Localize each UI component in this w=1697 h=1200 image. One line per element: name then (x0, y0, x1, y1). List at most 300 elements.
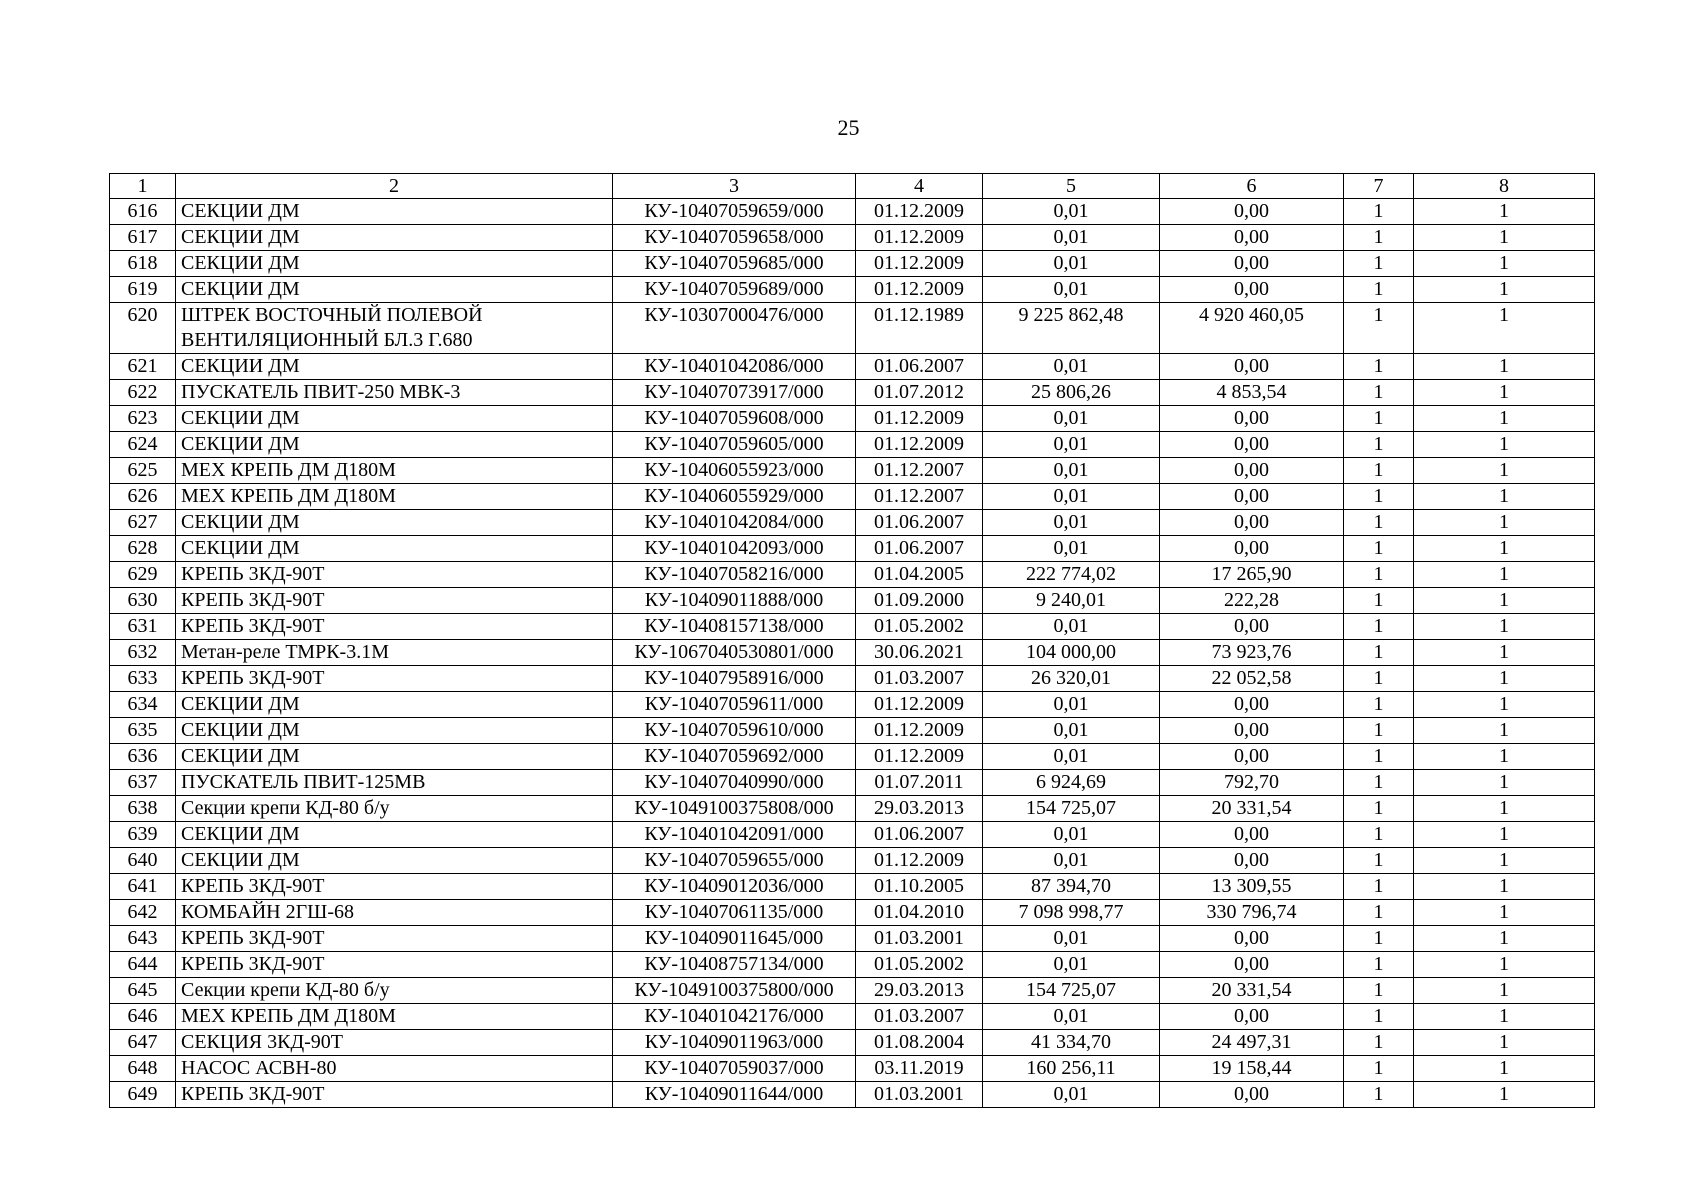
commission-date: 01.03.2007 (856, 1004, 983, 1030)
commission-date: 01.03.2001 (856, 1082, 983, 1108)
inventory-number: КУ-10407059611/000 (613, 692, 856, 718)
commission-date: 01.08.2004 (856, 1030, 983, 1056)
residual-value: 4 920 460,05 (1160, 303, 1344, 354)
table-row (110, 354, 1595, 380)
inventory-number: КУ-10401042093/000 (613, 536, 856, 562)
table-row (110, 952, 1595, 978)
asset-name: КРЕПЬ 3КД-90Т (176, 874, 613, 900)
column-8-value: 1 (1414, 640, 1595, 666)
table-row (110, 277, 1595, 303)
residual-value: 13 309,55 (1160, 874, 1344, 900)
row-number: 643 (110, 926, 176, 952)
table-row (110, 744, 1595, 770)
row-number: 633 (110, 666, 176, 692)
row-number: 623 (110, 406, 176, 432)
row-number: 627 (110, 510, 176, 536)
initial-cost: 0,01 (983, 614, 1160, 640)
residual-value: 0,00 (1160, 926, 1344, 952)
commission-date: 01.07.2011 (856, 770, 983, 796)
initial-cost: 0,01 (983, 692, 1160, 718)
inventory-number: КУ-10407059659/000 (613, 199, 856, 225)
row-number: 634 (110, 692, 176, 718)
inventory-number: КУ-10407061135/000 (613, 900, 856, 926)
residual-value: 792,70 (1160, 770, 1344, 796)
commission-date: 01.12.2009 (856, 744, 983, 770)
column-7-value: 1 (1344, 484, 1414, 510)
asset-name: НАСОС АСВН-80 (176, 1056, 613, 1082)
column-7-value: 1 (1344, 640, 1414, 666)
residual-value: 0,00 (1160, 848, 1344, 874)
inventory-number: КУ-10407059658/000 (613, 225, 856, 251)
asset-name: СЕКЦИИ ДМ (176, 822, 613, 848)
residual-value: 0,00 (1160, 692, 1344, 718)
row-number: 641 (110, 874, 176, 900)
table-row (110, 199, 1595, 225)
table-row (110, 822, 1595, 848)
residual-value: 0,00 (1160, 822, 1344, 848)
initial-cost: 6 924,69 (983, 770, 1160, 796)
row-number: 619 (110, 277, 176, 303)
column-7-value: 1 (1344, 978, 1414, 1004)
table-row (110, 510, 1595, 536)
column-7-value: 1 (1344, 874, 1414, 900)
row-number: 644 (110, 952, 176, 978)
initial-cost: 154 725,07 (983, 978, 1160, 1004)
table-row (110, 458, 1595, 484)
asset-name: СЕКЦИИ ДМ (176, 692, 613, 718)
column-8-value: 1 (1414, 744, 1595, 770)
asset-name: СЕКЦИИ ДМ (176, 354, 613, 380)
residual-value: 0,00 (1160, 744, 1344, 770)
inventory-number: КУ-10307000476/000 (613, 303, 856, 354)
inventory-number: КУ-10409011888/000 (613, 588, 856, 614)
asset-name: СЕКЦИЯ 3КД-90Т (176, 1030, 613, 1056)
initial-cost: 0,01 (983, 251, 1160, 277)
residual-value: 222,28 (1160, 588, 1344, 614)
column-7-value: 1 (1344, 536, 1414, 562)
initial-cost: 104 000,00 (983, 640, 1160, 666)
inventory-number: КУ-10407040990/000 (613, 770, 856, 796)
initial-cost: 9 240,01 (983, 588, 1160, 614)
row-number: 625 (110, 458, 176, 484)
inventory-number: КУ-10409011645/000 (613, 926, 856, 952)
initial-cost: 87 394,70 (983, 874, 1160, 900)
inventory-number: КУ-10408157138/000 (613, 614, 856, 640)
commission-date: 29.03.2013 (856, 796, 983, 822)
initial-cost: 0,01 (983, 926, 1160, 952)
column-8-value: 1 (1414, 354, 1595, 380)
column-header: 1 (110, 174, 176, 199)
commission-date: 01.05.2002 (856, 952, 983, 978)
table-row (110, 562, 1595, 588)
initial-cost: 0,01 (983, 277, 1160, 303)
row-number: 628 (110, 536, 176, 562)
initial-cost: 26 320,01 (983, 666, 1160, 692)
residual-value: 0,00 (1160, 225, 1344, 251)
initial-cost: 0,01 (983, 744, 1160, 770)
column-7-value: 1 (1344, 303, 1414, 354)
commission-date: 01.04.2010 (856, 900, 983, 926)
inventory-number: КУ-10406055923/000 (613, 458, 856, 484)
column-header: 2 (176, 174, 613, 199)
row-number: 620 (110, 303, 176, 354)
column-8-value: 1 (1414, 614, 1595, 640)
initial-cost: 0,01 (983, 1004, 1160, 1030)
residual-value: 0,00 (1160, 1082, 1344, 1108)
column-8-value: 1 (1414, 718, 1595, 744)
column-7-value: 1 (1344, 744, 1414, 770)
column-7-value: 1 (1344, 1082, 1414, 1108)
column-8-value: 1 (1414, 458, 1595, 484)
asset-name: СЕКЦИИ ДМ (176, 848, 613, 874)
table-row (110, 1056, 1595, 1082)
column-7-value: 1 (1344, 199, 1414, 225)
table-row (110, 692, 1595, 718)
column-8-value: 1 (1414, 406, 1595, 432)
column-7-value: 1 (1344, 225, 1414, 251)
asset-name: ПУСКАТЕЛЬ ПВИТ-250 МВК-3 (176, 380, 613, 406)
asset-name: МЕХ КРЕПЬ ДМ Д180М (176, 484, 613, 510)
asset-name: МЕХ КРЕПЬ ДМ Д180М (176, 1004, 613, 1030)
commission-date: 01.12.1989 (856, 303, 983, 354)
table-header-row (110, 174, 1595, 199)
column-8-value: 1 (1414, 588, 1595, 614)
row-number: 648 (110, 1056, 176, 1082)
inventory-number: КУ-10409011963/000 (613, 1030, 856, 1056)
residual-value: 0,00 (1160, 614, 1344, 640)
column-7-value: 1 (1344, 952, 1414, 978)
column-7-value: 1 (1344, 354, 1414, 380)
table-row (110, 484, 1595, 510)
asset-name: КОМБАЙН 2ГШ-68 (176, 900, 613, 926)
table-row (110, 1004, 1595, 1030)
row-number: 636 (110, 744, 176, 770)
column-8-value: 1 (1414, 770, 1595, 796)
asset-table (109, 173, 1595, 1108)
residual-value: 0,00 (1160, 199, 1344, 225)
inventory-number: КУ-10407059037/000 (613, 1056, 856, 1082)
row-number: 622 (110, 380, 176, 406)
asset-name: СЕКЦИИ ДМ (176, 510, 613, 536)
commission-date: 01.10.2005 (856, 874, 983, 900)
column-7-value: 1 (1344, 822, 1414, 848)
residual-value: 0,00 (1160, 1004, 1344, 1030)
residual-value: 0,00 (1160, 510, 1344, 536)
row-number: 631 (110, 614, 176, 640)
column-8-value: 1 (1414, 432, 1595, 458)
commission-date: 01.06.2007 (856, 536, 983, 562)
asset-name: СЕКЦИИ ДМ (176, 406, 613, 432)
asset-name: СЕКЦИИ ДМ (176, 277, 613, 303)
commission-date: 01.05.2002 (856, 614, 983, 640)
inventory-number: КУ-10407073917/000 (613, 380, 856, 406)
asset-name: КРЕПЬ 3КД-90Т (176, 614, 613, 640)
column-7-value: 1 (1344, 770, 1414, 796)
asset-name: СЕКЦИИ ДМ (176, 718, 613, 744)
inventory-number: КУ-10409011644/000 (613, 1082, 856, 1108)
initial-cost: 0,01 (983, 718, 1160, 744)
residual-value: 24 497,31 (1160, 1030, 1344, 1056)
inventory-number: КУ-1049100375800/000 (613, 978, 856, 1004)
column-7-value: 1 (1344, 900, 1414, 926)
initial-cost: 0,01 (983, 848, 1160, 874)
residual-value: 0,00 (1160, 406, 1344, 432)
column-8-value: 1 (1414, 484, 1595, 510)
table-row (110, 380, 1595, 406)
asset-name: Секции крепи КД-80 б/у (176, 978, 613, 1004)
inventory-number: КУ-10401042086/000 (613, 354, 856, 380)
row-number: 649 (110, 1082, 176, 1108)
column-7-value: 1 (1344, 432, 1414, 458)
initial-cost: 0,01 (983, 354, 1160, 380)
initial-cost: 0,01 (983, 199, 1160, 225)
column-7-value: 1 (1344, 510, 1414, 536)
table-row (110, 796, 1595, 822)
asset-name: Метан-реле ТМРК-3.1М (176, 640, 613, 666)
table-row (110, 718, 1595, 744)
initial-cost: 41 334,70 (983, 1030, 1160, 1056)
column-8-value: 1 (1414, 926, 1595, 952)
inventory-number: КУ-10407059689/000 (613, 277, 856, 303)
commission-date: 01.12.2009 (856, 432, 983, 458)
column-7-value: 1 (1344, 277, 1414, 303)
residual-value: 17 265,90 (1160, 562, 1344, 588)
table-row (110, 432, 1595, 458)
asset-name: СЕКЦИИ ДМ (176, 536, 613, 562)
commission-date: 01.03.2001 (856, 926, 983, 952)
inventory-number: КУ-10407059610/000 (613, 718, 856, 744)
initial-cost: 0,01 (983, 458, 1160, 484)
column-7-value: 1 (1344, 1056, 1414, 1082)
table-row (110, 536, 1595, 562)
row-number: 640 (110, 848, 176, 874)
table-row (110, 900, 1595, 926)
commission-date: 01.12.2009 (856, 692, 983, 718)
residual-value: 330 796,74 (1160, 900, 1344, 926)
column-7-value: 1 (1344, 666, 1414, 692)
asset-name: КРЕПЬ 3КД-90Т (176, 588, 613, 614)
inventory-number: КУ-10408757134/000 (613, 952, 856, 978)
column-8-value: 1 (1414, 536, 1595, 562)
column-header: 7 (1344, 174, 1414, 199)
inventory-number: КУ-10407958916/000 (613, 666, 856, 692)
table-row (110, 874, 1595, 900)
column-7-value: 1 (1344, 562, 1414, 588)
page-number: 25 (837, 115, 860, 140)
row-number: 637 (110, 770, 176, 796)
asset-name: КРЕПЬ 3КД-90Т (176, 666, 613, 692)
column-7-value: 1 (1344, 251, 1414, 277)
column-7-value: 1 (1344, 1030, 1414, 1056)
asset-name: Секции крепи КД-80 б/у (176, 796, 613, 822)
table-row (110, 1082, 1595, 1108)
initial-cost: 0,01 (983, 225, 1160, 251)
asset-name: КРЕПЬ 3КД-90Т (176, 1082, 613, 1108)
residual-value: 0,00 (1160, 536, 1344, 562)
residual-value: 0,00 (1160, 277, 1344, 303)
initial-cost: 7 098 998,77 (983, 900, 1160, 926)
commission-date: 01.12.2009 (856, 251, 983, 277)
column-7-value: 1 (1344, 380, 1414, 406)
residual-value: 20 331,54 (1160, 978, 1344, 1004)
commission-date: 30.06.2021 (856, 640, 983, 666)
inventory-number: КУ-1067040530801/000 (613, 640, 856, 666)
residual-value: 0,00 (1160, 458, 1344, 484)
commission-date: 01.12.2009 (856, 199, 983, 225)
commission-date: 03.11.2019 (856, 1056, 983, 1082)
row-number: 647 (110, 1030, 176, 1056)
column-8-value: 1 (1414, 952, 1595, 978)
column-8-value: 1 (1414, 199, 1595, 225)
asset-name: КРЕПЬ 3КД-90Т (176, 952, 613, 978)
commission-date: 01.06.2007 (856, 510, 983, 536)
residual-value: 22 052,58 (1160, 666, 1344, 692)
column-7-value: 1 (1344, 848, 1414, 874)
asset-name: СЕКЦИИ ДМ (176, 744, 613, 770)
residual-value: 4 853,54 (1160, 380, 1344, 406)
inventory-number: КУ-10406055929/000 (613, 484, 856, 510)
initial-cost: 222 774,02 (983, 562, 1160, 588)
commission-date: 01.12.2009 (856, 406, 983, 432)
residual-value: 0,00 (1160, 432, 1344, 458)
table-row (110, 588, 1595, 614)
initial-cost: 0,01 (983, 432, 1160, 458)
table-row (110, 926, 1595, 952)
column-7-value: 1 (1344, 406, 1414, 432)
commission-date: 01.09.2000 (856, 588, 983, 614)
commission-date: 29.03.2013 (856, 978, 983, 1004)
commission-date: 01.12.2009 (856, 277, 983, 303)
commission-date: 01.04.2005 (856, 562, 983, 588)
table-row (110, 303, 1595, 354)
table-row (110, 251, 1595, 277)
asset-name: КРЕПЬ 3КД-90Т (176, 926, 613, 952)
table-row (110, 1030, 1595, 1056)
residual-value: 19 158,44 (1160, 1056, 1344, 1082)
column-7-value: 1 (1344, 458, 1414, 484)
inventory-number: КУ-10401042084/000 (613, 510, 856, 536)
column-7-value: 1 (1344, 718, 1414, 744)
initial-cost: 0,01 (983, 406, 1160, 432)
asset-name: ШТРЕК ВОСТОЧНЫЙ ПОЛЕВОЙ ВЕНТИЛЯЦИОННЫЙ БЛ.3 Г.680 (176, 303, 613, 354)
row-number: 617 (110, 225, 176, 251)
column-7-value: 1 (1344, 1004, 1414, 1030)
commission-date: 01.03.2007 (856, 666, 983, 692)
inventory-number: КУ-1049100375808/000 (613, 796, 856, 822)
initial-cost: 25 806,26 (983, 380, 1160, 406)
column-header: 4 (856, 174, 983, 199)
column-7-value: 1 (1344, 926, 1414, 952)
row-number: 632 (110, 640, 176, 666)
row-number: 642 (110, 900, 176, 926)
residual-value: 0,00 (1160, 354, 1344, 380)
table-row (110, 770, 1595, 796)
column-header: 5 (983, 174, 1160, 199)
column-8-value: 1 (1414, 1030, 1595, 1056)
residual-value: 0,00 (1160, 484, 1344, 510)
column-7-value: 1 (1344, 692, 1414, 718)
inventory-number: КУ-10409012036/000 (613, 874, 856, 900)
commission-date: 01.12.2009 (856, 225, 983, 251)
row-number: 645 (110, 978, 176, 1004)
asset-name: СЕКЦИИ ДМ (176, 432, 613, 458)
commission-date: 01.12.2009 (856, 718, 983, 744)
column-header: 6 (1160, 174, 1344, 199)
asset-name: КРЕПЬ 3КД-90Т (176, 562, 613, 588)
column-7-value: 1 (1344, 614, 1414, 640)
initial-cost: 0,01 (983, 1082, 1160, 1108)
commission-date: 01.12.2007 (856, 484, 983, 510)
column-8-value: 1 (1414, 562, 1595, 588)
column-8-value: 1 (1414, 277, 1595, 303)
column-8-value: 1 (1414, 380, 1595, 406)
asset-name: СЕКЦИИ ДМ (176, 251, 613, 277)
inventory-number: КУ-10401042176/000 (613, 1004, 856, 1030)
row-number: 630 (110, 588, 176, 614)
column-8-value: 1 (1414, 978, 1595, 1004)
inventory-number: КУ-10407059685/000 (613, 251, 856, 277)
column-header: 3 (613, 174, 856, 199)
column-8-value: 1 (1414, 225, 1595, 251)
column-8-value: 1 (1414, 692, 1595, 718)
initial-cost: 154 725,07 (983, 796, 1160, 822)
column-8-value: 1 (1414, 510, 1595, 536)
asset-name: МЕХ КРЕПЬ ДМ Д180М (176, 458, 613, 484)
initial-cost: 160 256,11 (983, 1056, 1160, 1082)
column-7-value: 1 (1344, 588, 1414, 614)
column-8-value: 1 (1414, 303, 1595, 354)
residual-value: 0,00 (1160, 251, 1344, 277)
inventory-number: КУ-10407059655/000 (613, 848, 856, 874)
initial-cost: 0,01 (983, 822, 1160, 848)
commission-date: 01.07.2012 (856, 380, 983, 406)
initial-cost: 0,01 (983, 510, 1160, 536)
row-number: 635 (110, 718, 176, 744)
asset-name: СЕКЦИИ ДМ (176, 225, 613, 251)
column-8-value: 1 (1414, 1056, 1595, 1082)
column-8-value: 1 (1414, 848, 1595, 874)
commission-date: 01.06.2007 (856, 822, 983, 848)
table-row (110, 614, 1595, 640)
column-8-value: 1 (1414, 796, 1595, 822)
row-number: 638 (110, 796, 176, 822)
inventory-number: КУ-10407059692/000 (613, 744, 856, 770)
column-8-value: 1 (1414, 900, 1595, 926)
initial-cost: 9 225 862,48 (983, 303, 1160, 354)
column-7-value: 1 (1344, 796, 1414, 822)
column-8-value: 1 (1414, 1082, 1595, 1108)
row-number: 618 (110, 251, 176, 277)
table-row (110, 640, 1595, 666)
row-number: 629 (110, 562, 176, 588)
row-number: 621 (110, 354, 176, 380)
residual-value: 0,00 (1160, 718, 1344, 744)
residual-value: 20 331,54 (1160, 796, 1344, 822)
column-8-value: 1 (1414, 251, 1595, 277)
table-row (110, 225, 1595, 251)
column-8-value: 1 (1414, 666, 1595, 692)
residual-value: 0,00 (1160, 952, 1344, 978)
inventory-number: КУ-10407059608/000 (613, 406, 856, 432)
row-number: 616 (110, 199, 176, 225)
column-8-value: 1 (1414, 1004, 1595, 1030)
commission-date: 01.06.2007 (856, 354, 983, 380)
commission-date: 01.12.2009 (856, 848, 983, 874)
residual-value: 73 923,76 (1160, 640, 1344, 666)
initial-cost: 0,01 (983, 952, 1160, 978)
column-header: 8 (1414, 174, 1595, 199)
table-row (110, 406, 1595, 432)
